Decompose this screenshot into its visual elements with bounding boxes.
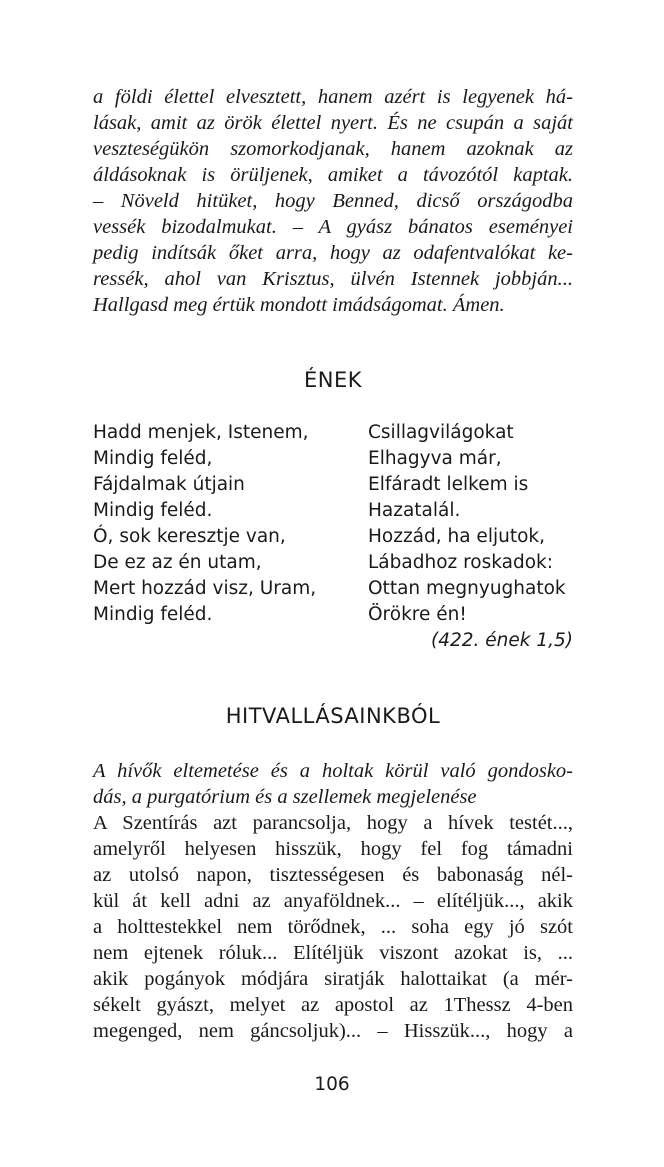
prayer-line: Hallgasd meg értük mondott imádságomat. Ámen. <box>93 294 505 316</box>
verse-line: Hozzád, ha eljutok, <box>368 526 545 547</box>
prayer-line: pedig indítsák őket arra, hogy az odafentvalókat ke- <box>93 242 573 264</box>
verse-line: Hadd menjek, Istenem, <box>93 422 309 443</box>
subtitle-line: A hívők eltemetése és a holtak körül való gondosko- <box>93 760 573 782</box>
song-verse-left <box>93 420 343 628</box>
page-number: 106 <box>314 1074 350 1095</box>
prayer-line: vessék bizodalmukat. – A gyász bánatos eseményei <box>93 216 573 238</box>
prayer-line: ressék, ahol van Krisztus, ülvén Istennek jobbján... <box>93 268 573 290</box>
subtitle-line: dás, a purgatórium és a szellemek megjelenése <box>93 786 477 808</box>
verse-line: Elhagyva már, <box>368 448 502 469</box>
song-reference: (422. ének 1,5) <box>430 630 573 651</box>
prayer-paragraph <box>93 84 573 318</box>
prayer-line: lásak, amit az örök élettel nyert. És ne csupán a saját <box>93 112 573 134</box>
body-line: megenged, nem gáncsoljuk)... – Hisszük..., hogy a <box>93 1020 573 1042</box>
verse-line: Hazatalál. <box>368 500 461 521</box>
body-line: a holttestekkel nem törődnek, ... soha egy jó szót <box>93 916 573 938</box>
body-line: kül át kell adni az anyaföldnek... – elítéljük..., akik <box>93 890 573 912</box>
verse-line: Örökre én! <box>368 604 467 625</box>
prayer-line: veszteségükön szomorkodjanak, hanem azoknak az <box>93 138 573 160</box>
verse-line: Mert hozzád visz, Uram, <box>93 578 317 599</box>
verse-line: Ó, sok keresztje van, <box>93 526 286 547</box>
verse-line: Csillagvilágokat <box>368 422 514 443</box>
verse-line: Elfáradt lelkem is <box>368 474 529 495</box>
body-line: akik pogányok módjára siratják halottaikat (a mér- <box>93 968 573 990</box>
prayer-line: – Növeld hitüket, hogy Benned, dicső országodba <box>93 190 573 212</box>
song-heading: ÉNEK <box>303 368 363 392</box>
verse-line: Mindig feléd, <box>93 448 213 469</box>
verse-line: Mindig feléd. <box>93 500 213 521</box>
verse-line: De ez az én utam, <box>93 552 262 573</box>
confession-subtitle <box>93 758 573 810</box>
prayer-line: a földi élettel elvesztett, hanem azért is legyenek há- <box>93 86 573 108</box>
body-line: amelyről helyesen hisszük, hogy fel fog támadni <box>93 838 573 860</box>
confession-heading: HITVALLÁSAINKBÓL <box>225 704 441 728</box>
verse-line: Lábadhoz roskadok: <box>368 552 553 573</box>
body-line: nem ejtenek róluk... Elítéljük viszont azokat is, ... <box>93 942 573 964</box>
body-line: sékelt gyászt, melyet az apostol az 1Thessz 4-ben <box>93 994 573 1016</box>
book-page <box>93 84 573 1044</box>
verse-line: Fájdalmak útjain <box>93 474 245 495</box>
body-line: az utolsó napon, tisztességesen és babonaság nél- <box>93 864 573 886</box>
song-verses <box>93 420 573 628</box>
song-verse-right <box>368 420 573 628</box>
verse-line: Mindig feléd. <box>93 604 213 625</box>
verse-line: Ottan megnyughatok <box>368 578 566 599</box>
prayer-line: áldásoknak is örüljenek, amiket a távozótól kaptak. <box>93 164 573 186</box>
confession-body <box>93 810 573 1044</box>
body-line: A Szentírás azt parancsolja, hogy a hívek testét..., <box>93 812 573 834</box>
